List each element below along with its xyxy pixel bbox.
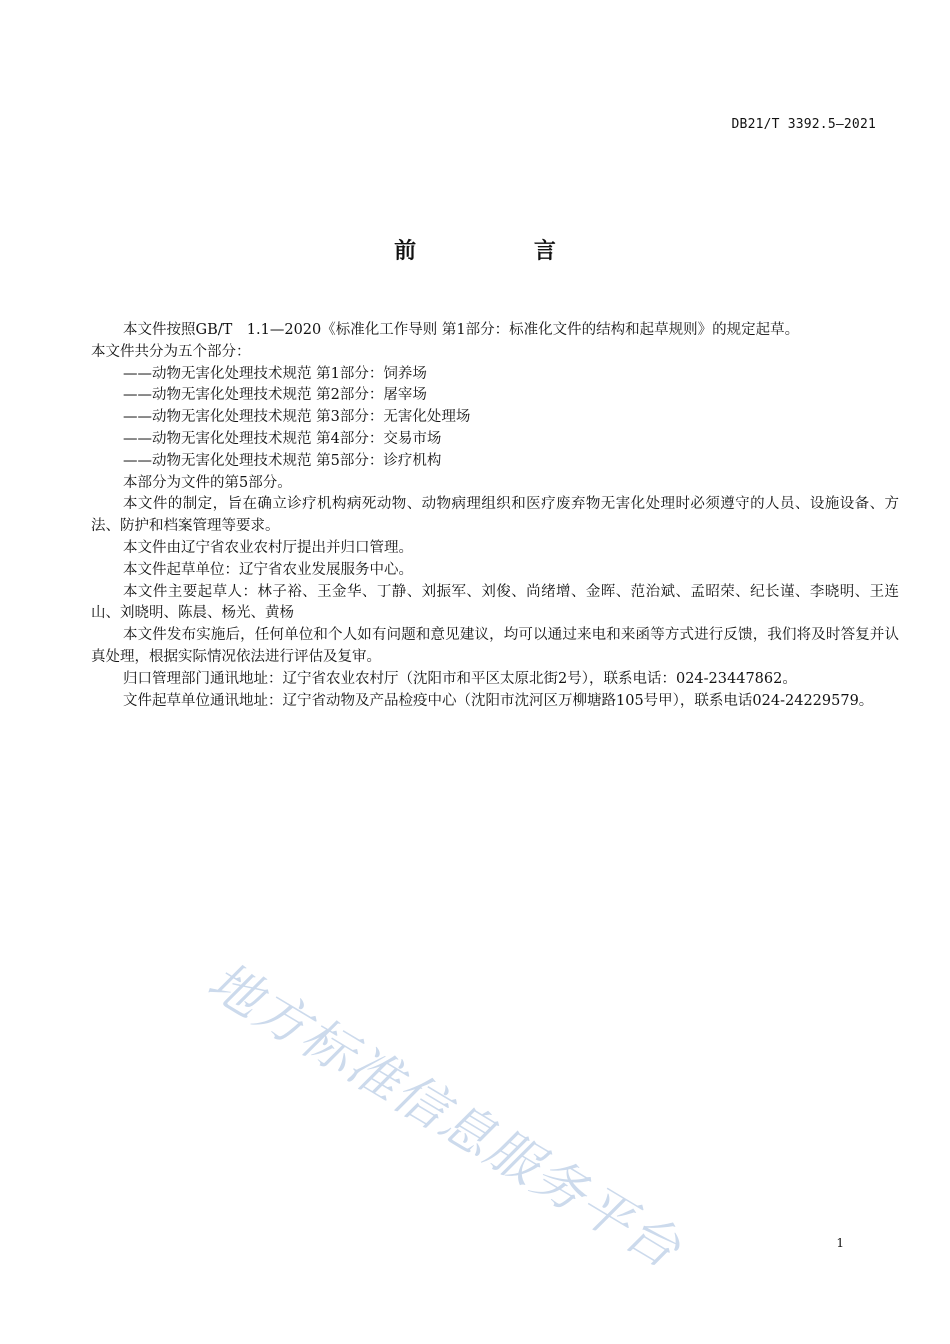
list-item-part-2: ——动物无害化处理技术规范 第2部分：屠宰场 — [123, 387, 427, 404]
watermark: 地方标准信息服务平台 — [197, 951, 692, 1281]
list-item-part-3: ——动物无害化处理技术规范 第3部分：无害化处理场 — [123, 409, 471, 426]
paragraph-feedback: 本文件发布实施后，任何单位和个人如有问题和意见建议，均可以通过来电和来函等方式进行反馈，我们将及时答复并认真处理，根据实际情况依法进行评估及复审。 — [91, 627, 899, 665]
paragraph-this-part: 本部分为文件的第5部分。 — [123, 474, 292, 491]
list-item-part-1: ——动物无害化处理技术规范 第1部分：饲养场 — [123, 365, 427, 382]
paragraph-purpose: 本文件的制定，旨在确立诊疗机构病死动物、动物病理组织和医疗废弃物无害化处理时必须遵守的人员、设施设备、方法、防护和档案管理等要求。 — [91, 496, 899, 535]
foreword-body — [91, 320, 899, 712]
paragraph-drafting-rule: 本文件按照GB/T 1.1—2020《标准化工作导则 第1部分：标准化文件的结构和起草规则》的规定起草。 — [123, 322, 800, 338]
standard-code: DB21/T 3392.5—2021 — [731, 117, 876, 132]
page-number: 1 — [836, 1236, 844, 1250]
list-item-part-5: ——动物无害化处理技术规范 第5部分：诊疗机构 — [123, 452, 442, 469]
list-item-part-4: ——动物无害化处理技术规范 第4部分：交易市场 — [123, 430, 442, 447]
paragraph-drafter-address: 文件起草单位通讯地址：辽宁省动物及产品检疫中心（沈阳市沈河区万柳塘路105号甲），联系电话024-24229579。 — [123, 692, 874, 709]
paragraph-authority-address: 归口管理部门通讯地址：辽宁省农业农村厅（沈阳市和平区太原北街2号），联系电话：024-23447862。 — [123, 670, 797, 687]
paragraph-drafting-unit: 本文件起草单位：辽宁省农业发展服务中心。 — [123, 561, 413, 578]
paragraph-drafters: 本文件主要起草人：林子裕、王金华、丁静、刘振军、刘俊、尚绪增、金晖、范治斌、孟昭荣、纪长谨、李晓明、王连山、刘晓明、陈晨、杨光、黄杨 — [91, 583, 899, 622]
page-title: 前 言 — [394, 239, 611, 264]
paragraph-parts-intro: 本文件共分为五个部分： — [91, 343, 251, 360]
paragraph-proposer: 本文件由辽宁省农业农村厅提出并归口管理。 — [123, 539, 413, 556]
